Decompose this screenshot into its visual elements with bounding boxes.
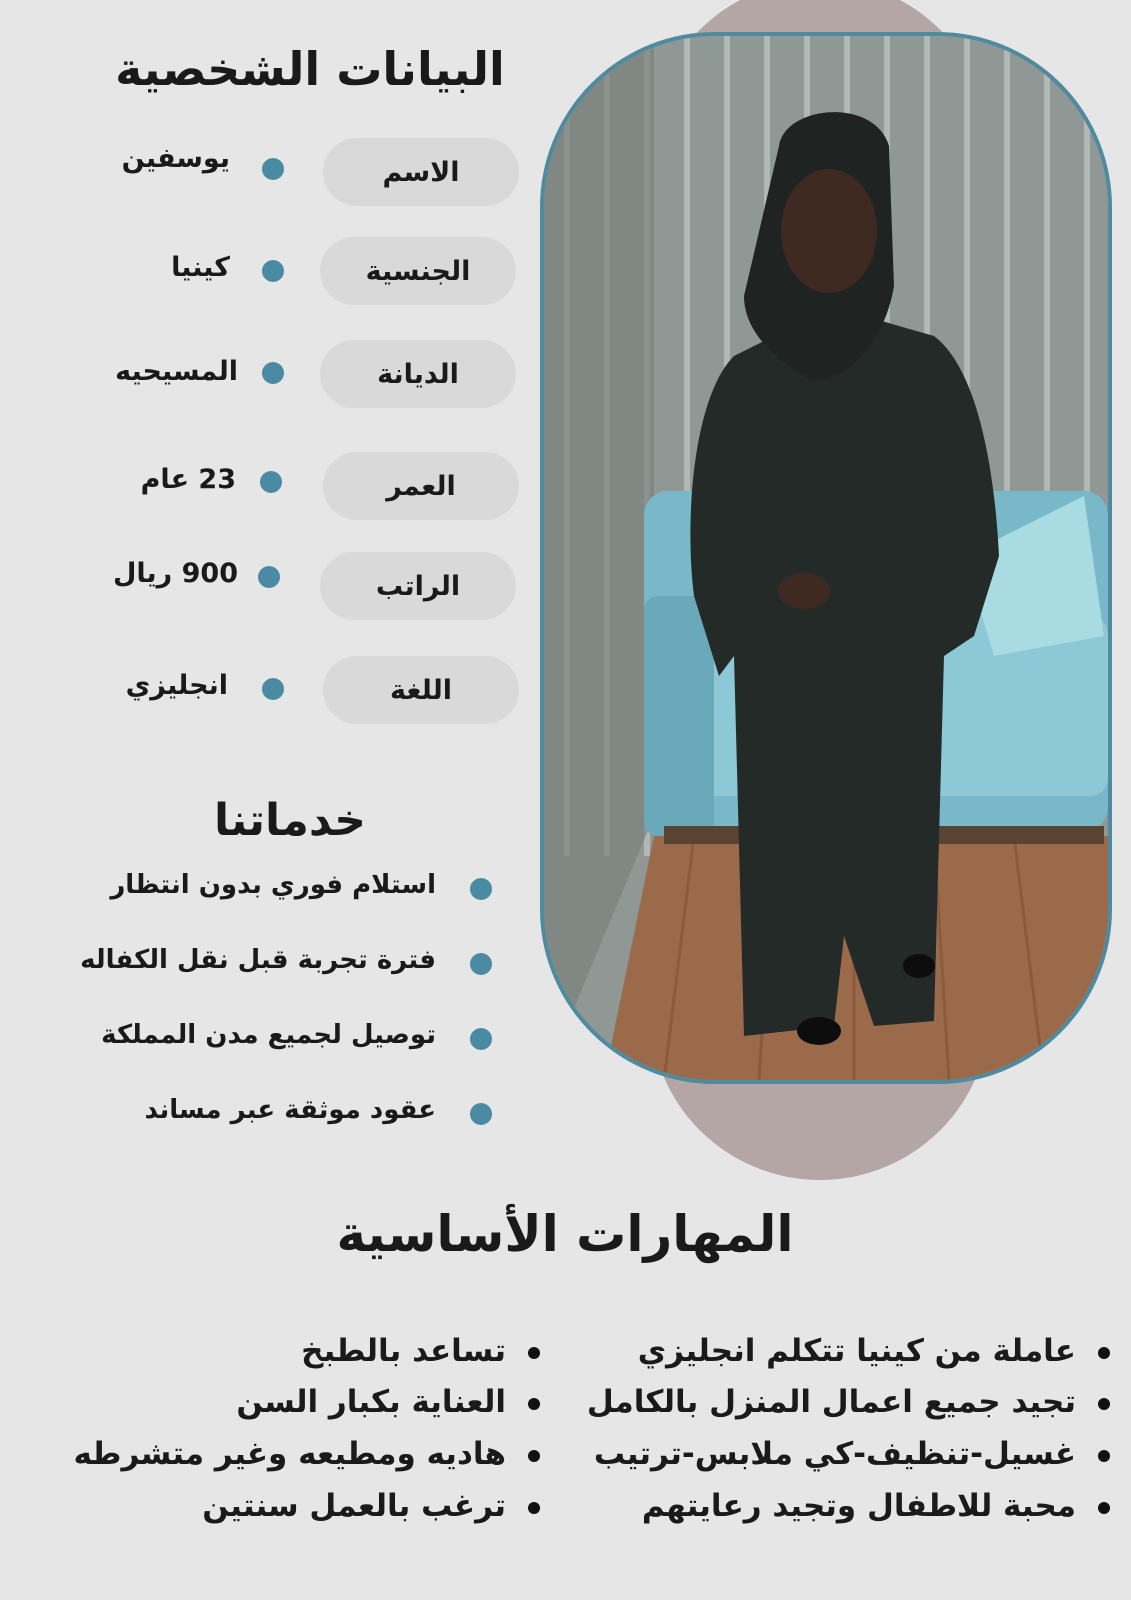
value-age: 23 عام [140, 464, 236, 495]
skill-item: تساعد بالطبخ [301, 1333, 506, 1369]
value-salary: 900 ريال [112, 558, 238, 589]
personal-info-heading: البيانات الشخصية [115, 42, 505, 96]
service-item: فترة تجربة قبل نقل الكفاله [80, 945, 436, 975]
label-name: الاسم [323, 138, 519, 206]
skill-item: هاديه ومطيعه وغير متشرطه [73, 1436, 506, 1472]
bullet-dot [470, 1103, 492, 1125]
label-religion: الديانة [320, 340, 516, 408]
services-heading: خدماتنا [214, 795, 366, 846]
bullet-dot [260, 471, 282, 493]
label-language: اللغة [323, 656, 519, 724]
value-nationality: كينيا [171, 252, 230, 283]
worker-photo [540, 32, 1112, 1084]
bullet-dot [470, 878, 492, 900]
value-religion: المسيحيه [115, 356, 238, 387]
bullet-dot [528, 1450, 540, 1462]
service-item: استلام فوري بدون انتظار [110, 870, 436, 900]
bullet-dot [262, 678, 284, 700]
bullet-dot [470, 953, 492, 975]
bullet-dot [528, 1398, 540, 1410]
skill-item: ترغب بالعمل سنتين [202, 1488, 506, 1524]
value-name: يوسفين [121, 143, 230, 174]
skill-item: محبة للاطفال وتجيد رعايتهم [641, 1488, 1076, 1524]
label-nationality: الجنسية [320, 237, 516, 305]
bullet-dot [262, 260, 284, 282]
bullet-dot [262, 158, 284, 180]
bullet-dot [262, 362, 284, 384]
bullet-dot [1098, 1502, 1110, 1514]
bullet-dot [1098, 1398, 1110, 1410]
skill-item: غسيل-تنظيف-كي ملابس-ترتيب [593, 1436, 1076, 1472]
skill-item: تجيد جميع اعمال المنزل بالكامل [586, 1384, 1076, 1420]
label-age: العمر [323, 452, 519, 520]
bullet-dot [1098, 1450, 1110, 1462]
skill-item: عاملة من كينيا تتكلم انجليزي [637, 1333, 1076, 1369]
skills-heading: المهارات الأساسية [336, 1205, 794, 1263]
bullet-dot [258, 566, 280, 588]
service-item: توصيل لجميع مدن المملكة [101, 1020, 436, 1050]
bullet-dot [470, 1028, 492, 1050]
value-language: انجليزي [125, 670, 228, 701]
bullet-dot [528, 1347, 540, 1359]
worker-photo-illustration [544, 36, 1108, 1080]
bullet-dot [1098, 1347, 1110, 1359]
label-salary: الراتب [320, 552, 516, 620]
skill-item: العناية بكبار السن [236, 1384, 506, 1420]
service-item: عقود موثقة عبر مساند [144, 1095, 436, 1125]
bullet-dot [528, 1502, 540, 1514]
